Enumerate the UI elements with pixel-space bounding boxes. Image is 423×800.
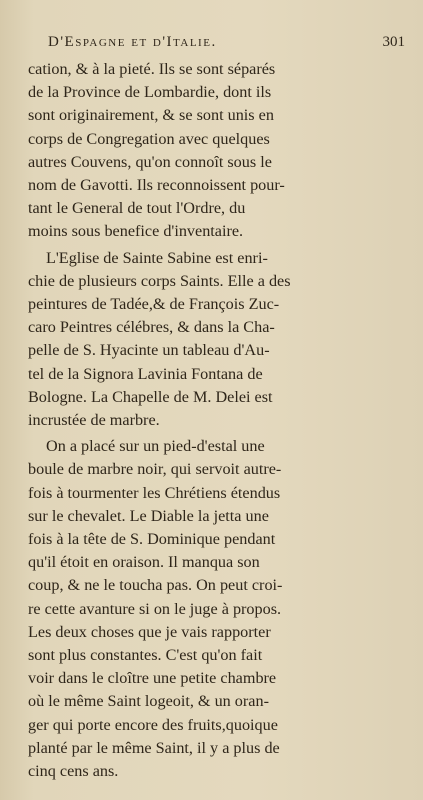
text-line: boule de marbre noir, qui servoit autre-	[28, 460, 282, 479]
text-line: voir dans le cloître une petite chambre	[28, 669, 277, 688]
text-line: cation, & à la pieté. Ils se sont séparés	[28, 60, 276, 78]
text-line: tel de la Signora Lavinia Fontana de	[28, 364, 263, 383]
running-head: D'Espagne et d'Italie.	[48, 34, 217, 50]
text-line: Les deux choses que je vais rapporter	[28, 622, 271, 641]
body-text	[28, 58, 400, 783]
text-line: de la Province de Lombardie, dont ils	[28, 83, 272, 102]
text-line: tant le General de tout l'Ordre, du	[28, 199, 246, 218]
text-line: re cette avanture si on le juge à propos.	[28, 599, 282, 618]
text-line: peintures de Tadée,& de François Zuc-	[28, 295, 280, 314]
page-number: 301	[382, 34, 405, 50]
text-line: moins sous benefice d'inventaire.	[28, 222, 244, 241]
paragraph-2	[28, 247, 400, 433]
text-line: corps de Congregation avec quelques	[28, 129, 270, 148]
text-line: fois à tourmenter les Chrétiens étendus	[28, 483, 281, 502]
text-line: sont originairement, & se sont unis en	[28, 106, 274, 125]
text-line: sur le chevalet. Le Diable la jetta une	[28, 506, 269, 525]
text-line: pelle de S. Hyacinte un tableau d'Au-	[28, 341, 270, 360]
text-line: L'Eglise de Sainte Sabine est enri-	[46, 248, 268, 267]
text-line: coup, & ne le toucha pas. On peut croi-	[28, 576, 283, 595]
paragraph-3	[28, 435, 400, 783]
page-header	[48, 34, 405, 58]
text-line: fois à la tête de S. Dominique pendant	[28, 530, 276, 549]
text-line: sont plus constantes. C'est qu'on fait	[28, 646, 263, 665]
text-line: nom de Gavotti. Ils reconnoissent pour-	[28, 176, 285, 195]
text-line: cinq cens ans.	[28, 762, 119, 781]
text-line: On a placé sur un pied-d'estal une	[46, 437, 265, 456]
text-line: où le même Saint logeoit, & un oran-	[28, 692, 269, 711]
paragraph-1	[28, 58, 400, 244]
text-line: Bologne. La Chapelle de M. Delei est	[28, 387, 273, 406]
text-line: chie de plusieurs corps Saints. Elle a des	[28, 271, 291, 290]
text-line: incrustée de marbre.	[28, 411, 160, 430]
text-line: autres Couvens, qu'on connoît sous le	[28, 152, 272, 171]
text-line: qu'il étoit en oraison. Il manqua son	[28, 553, 260, 572]
text-line: ger qui porte encore des fruits,quoique	[28, 715, 278, 734]
text-line: planté par le même Saint, il y a plus de	[28, 738, 280, 757]
text-line: caro Peintres célébres, & dans la Cha-	[28, 318, 275, 337]
